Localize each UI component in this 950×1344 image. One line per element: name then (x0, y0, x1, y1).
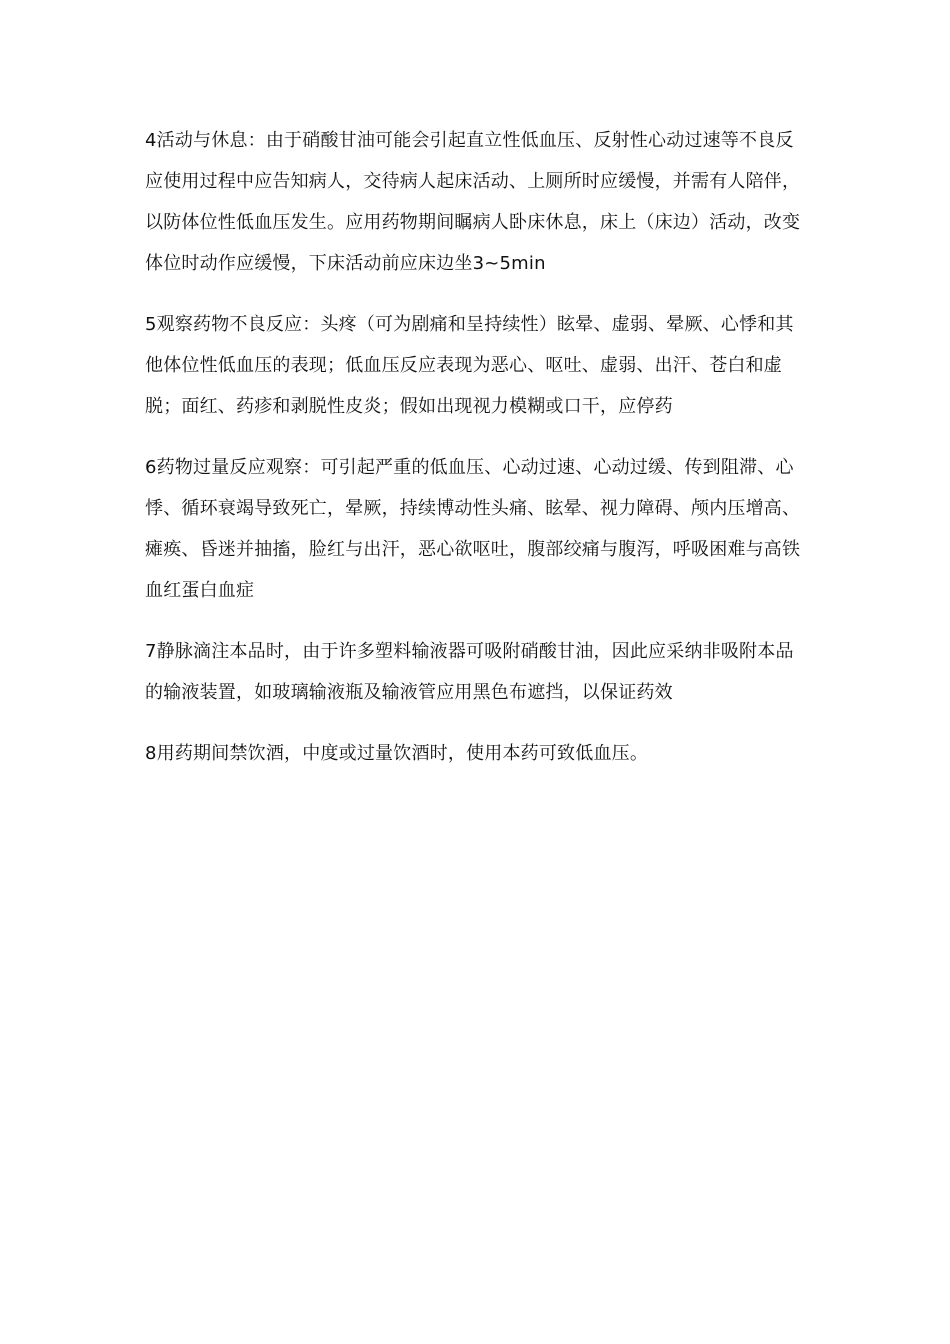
paragraph-alcohol-warning: 8用药期间禁饮酒，中度或过量饮酒时，使用本药可致低血压。 (145, 743, 649, 764)
paragraph-iv-infusion: 7静脉滴注本品时，由于许多塑料输液器可吸附硝酸甘油，因此应采纳非吸附本品的输液装置，如玻璃输液瓶及输液管应用黑色布遮挡，以保证药效 (145, 641, 794, 703)
paragraph-overdose-observation: 6药物过量反应观察：可引起严重的低血压、心动过速、心动过缓、传到阻滞、心悸、循环衰竭导致死亡，晕厥，持续博动性头痛、眩晕、视力障碍、颅内压增高、瘫痪、昏迷并抽搐，脸红与出汗，恶心欲呕吐，腹部绞痛与腹泻，呼吸困难与高铁血红蛋白血症 (145, 457, 801, 601)
paragraph-activity-rest: 4活动与休息：由于硝酸甘油可能会引起直立性低血压、反射性心动过速等不良反应使用过程中应告知病人，交待病人起床活动、上厕所时应缓慢，并需有人陪伴，以防体位性低血压发生。应用药物期间瞩病人卧床休息，床上（床边）活动，改变体位时动作应缓慢，下床活动前应床边坐3~5min (145, 130, 801, 274)
paragraph-adverse-reactions: 5观察药物不良反应：头疼（可为剧痛和呈持续性）眩晕、虚弱、晕厥、心悸和其他体位性低血压的表现；低血压反应表现为恶心、呕吐、虚弱、出汗、苍白和虚脱；面红、药疹和剥脱性皮炎；假如出现视力模糊或口干，应停药 (145, 314, 794, 417)
document-body (145, 120, 805, 794)
